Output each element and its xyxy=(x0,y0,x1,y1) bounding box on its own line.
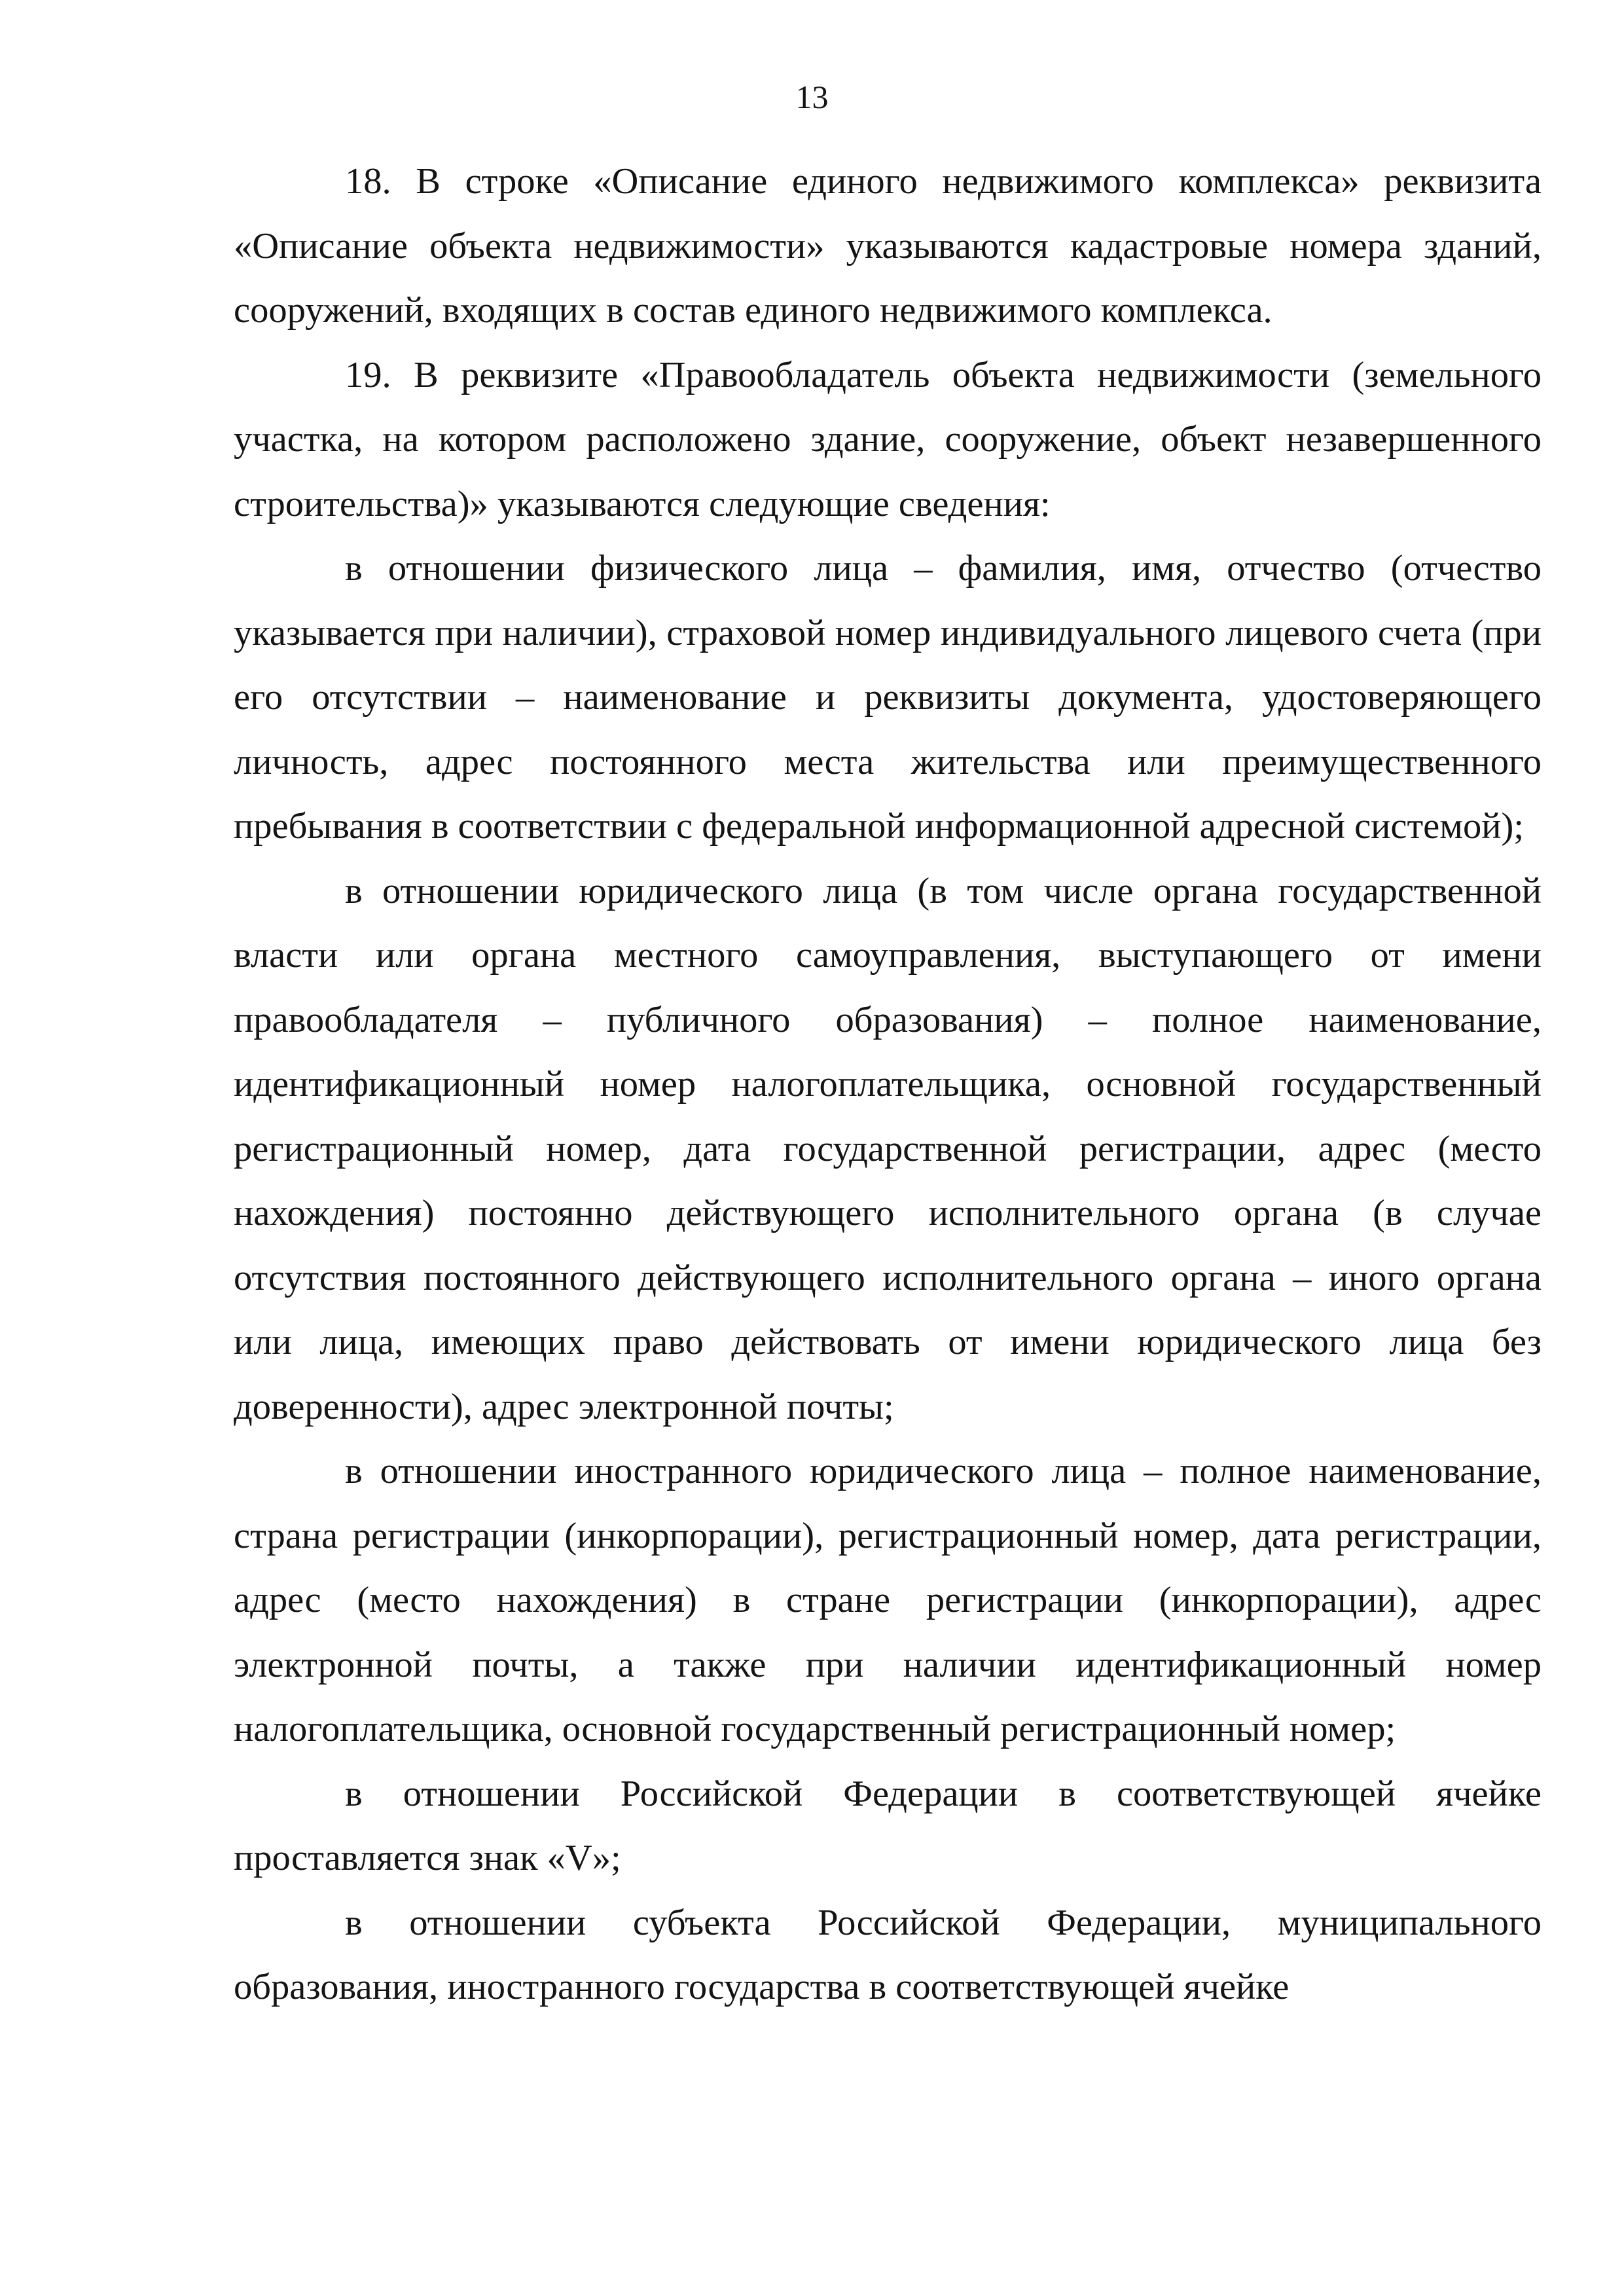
paragraph-legal-entity: в отношении юридического лица (в том числе органа государственной власти или органа местного самоуправления, выступающего от имени правообладателя – публичного образования) – полное наименование, идентификационный номер налогоплательщика, основной государственный регистрационный номер, дата государственной регистрации, адрес (место нахождения) постоянно действующего исполнительного органа (в случае отсутствия постоянного действующего исполнительного органа – иного органа или лица, имеющих право действовать от имени юридического лица без доверенности), адрес электронной почты; xyxy=(234,870,1542,1427)
paragraph-russian-federation: в отношении Российской Федерации в соответствующей ячейке проставляется знак «V»; xyxy=(234,1773,1542,1878)
paragraph-foreign-legal-entity: в отношении иностранного юридического лица – полное наименование, страна регистрации (инкорпорации), регистрационный номер, дата регистрации, адрес (место нахождения) в стране регистрации (инкорпорации), адрес электронной почты, а также при наличии идентификационный номер налогоплательщика, основной государственный регистрационный номер; xyxy=(234,1451,1542,1749)
paragraph-18: 18. В строке «Описание единого недвижимого комплекса» реквизита «Описание объекта недвижимости» указываются кадастровые номера зданий, сооружений, входящих в состав единого недвижимого комплекса. xyxy=(234,161,1542,331)
document-body xyxy=(234,149,1542,2020)
page-number: 13 xyxy=(795,79,829,115)
paragraph-subject: в отношении субъекта Российской Федерации, муниципального образования, иностранного государства в соответствующей ячейке xyxy=(234,1902,1542,2007)
paragraph-19: 19. В реквизите «Правообладатель объекта недвижимости (земельного участка, на котором расположено здание, сооружение, объект незавершенного строительства)» указываются следующие сведения: xyxy=(234,354,1542,524)
paragraph-individual: в отношении физического лица – фамилия, имя, отчество (отчество указывается при наличии), страховой номер индивидуального лицевого счета (при его отсутствии – наименование и реквизиты документа, удостоверяющего личность, адрес постоянного места жительства или преимущественного пребывания в соответствии с федеральной информационной адресной системой); xyxy=(234,548,1542,847)
